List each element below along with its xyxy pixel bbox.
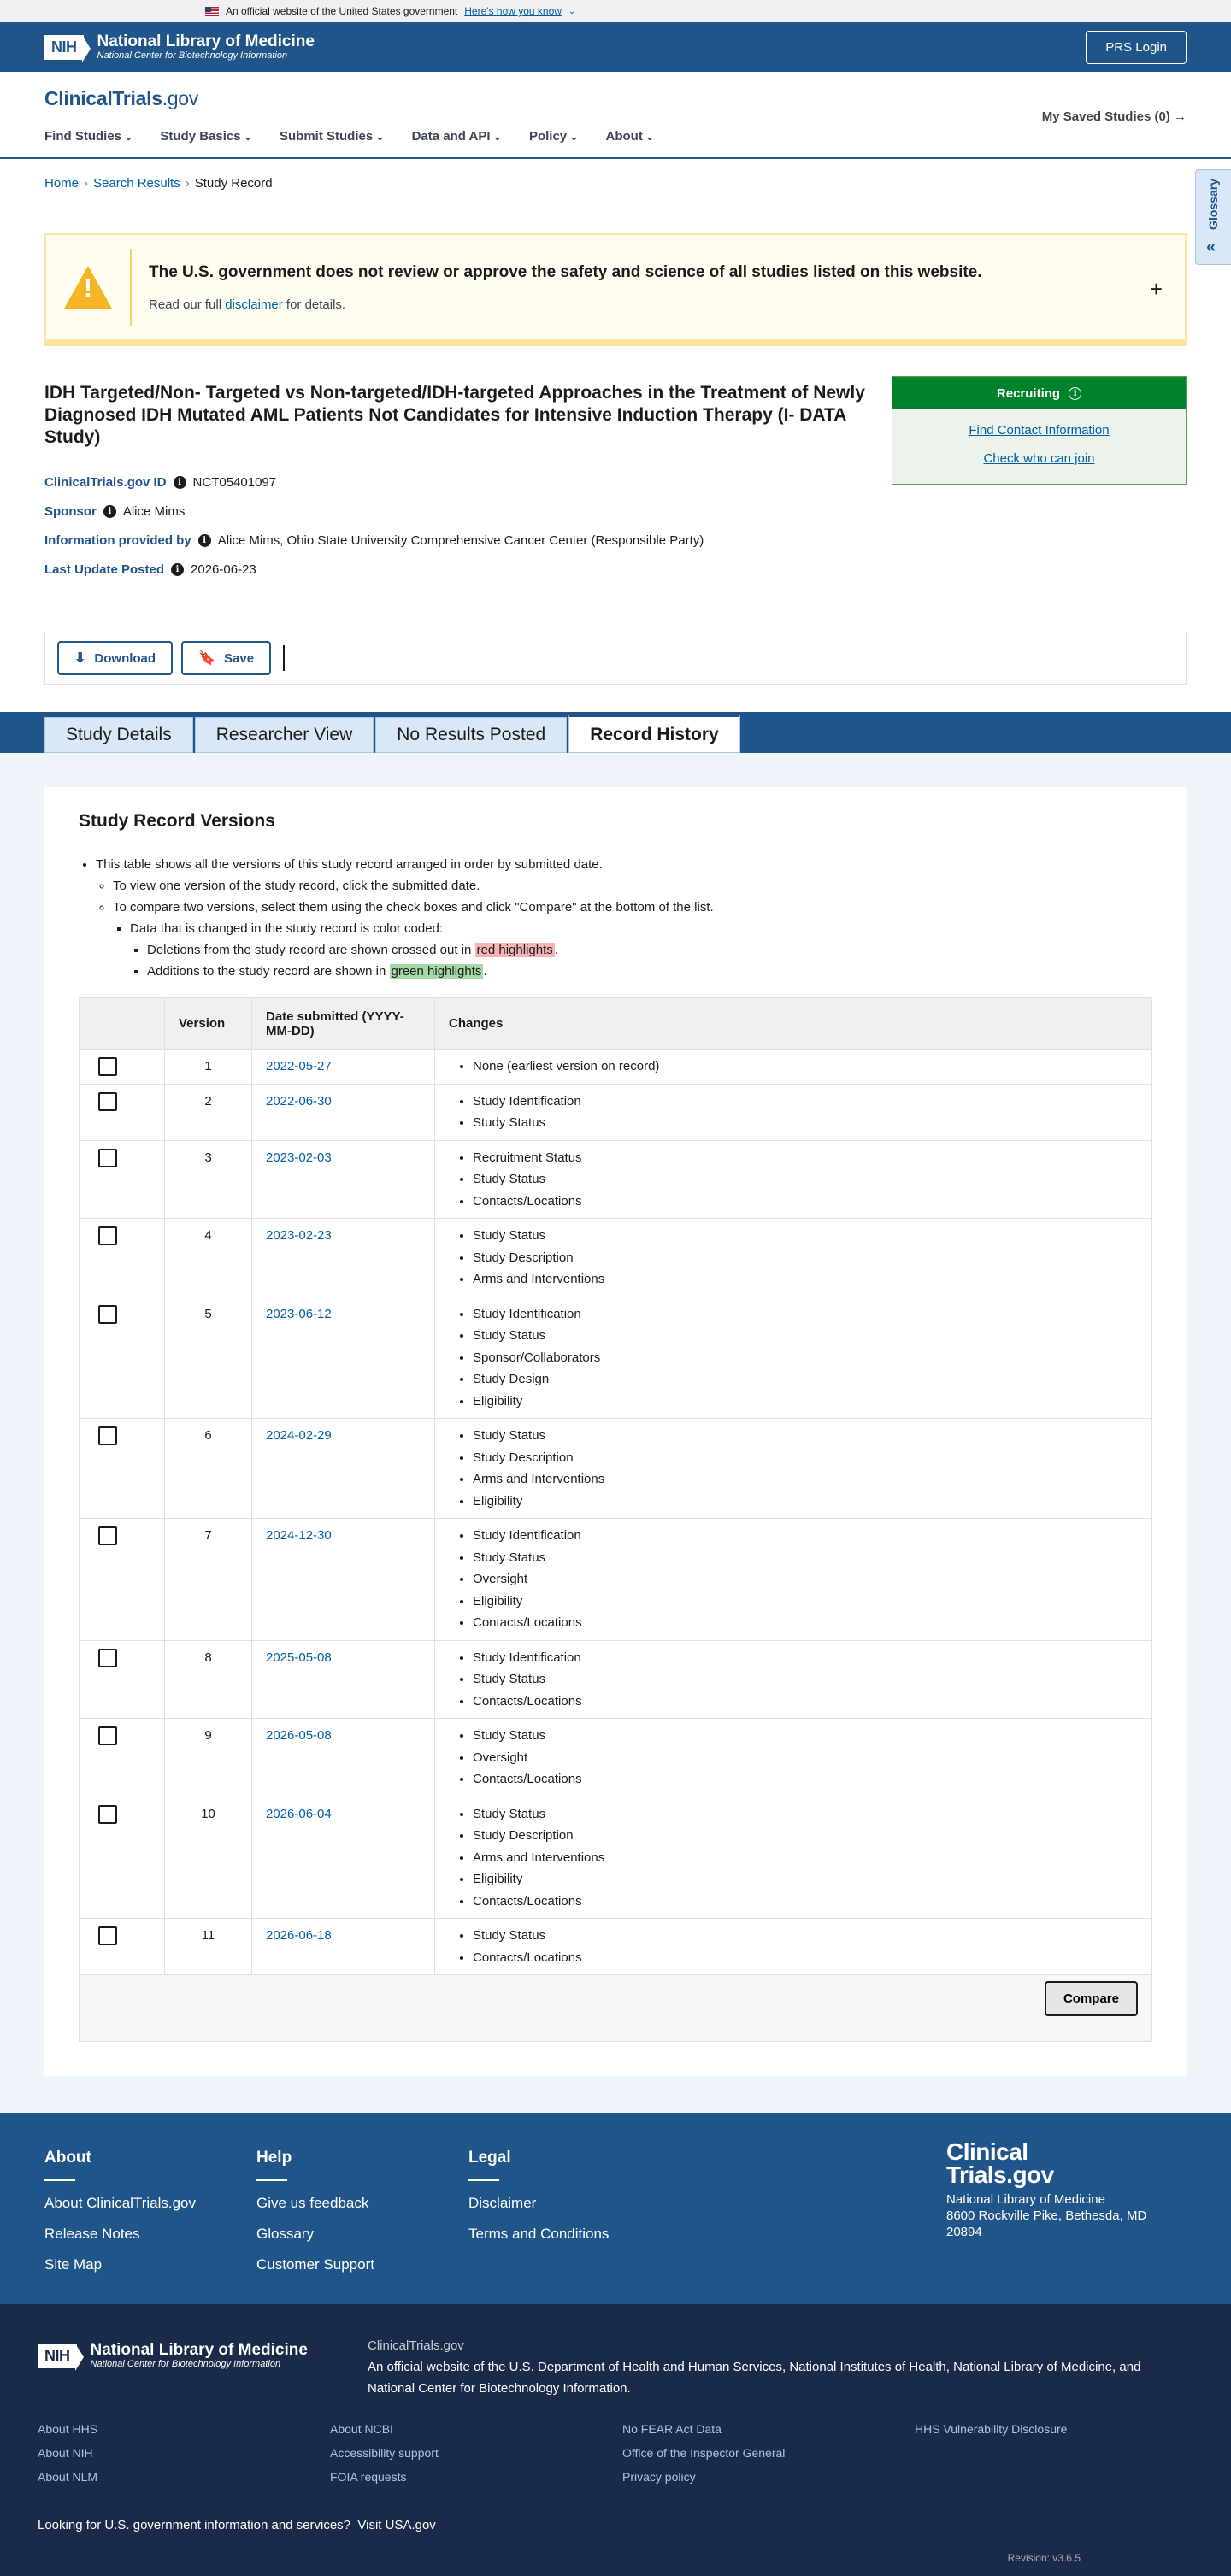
change-item: • Contacts/Locations [473,1768,1138,1791]
change-item: • Study Description [473,1447,1138,1469]
changes-cell [435,1050,1152,1085]
nlm-title: National Library of Medicine [97,32,315,50]
footer-gov-link[interactable]: About NLM [38,2470,98,2484]
table-row [80,1640,1152,1719]
nav-submit-studies[interactable]: Submit Studies ⌄ [280,129,385,144]
version-header: Version [165,998,252,1050]
logo-gov: .gov [162,87,198,109]
change-item: • Contacts/Locations [473,1947,1138,1969]
checkbox-cell [80,1519,165,1641]
compare-checkbox[interactable] [98,1305,117,1324]
compare-checkbox[interactable] [98,1057,117,1076]
sponsor-value: Alice Mims [122,503,186,519]
nct-id-value: NCT05401097 [192,474,277,490]
table-row [80,1719,1152,1797]
date-cell [252,1519,435,1641]
change-item: • Study Status [473,1112,1138,1134]
change-item: • Study Status [473,1803,1138,1826]
date-cell [252,1219,435,1297]
glossary-tab[interactable] [1195,169,1231,265]
checkbox-cell [80,1084,165,1140]
ncbi-link[interactable]: National Center for Biotechnology Information [368,2381,627,2396]
breadcrumb-current: Study Record [194,176,273,191]
nih-logo-mark: NIH [38,2344,77,2368]
my-saved-studies-link[interactable]: My Saved Studies (0) → [1042,109,1187,124]
compare-checkbox[interactable] [98,1526,117,1545]
change-item: • Recruitment Status [473,1147,1138,1169]
submitted-date-link[interactable]: 2022-05-27 [266,1059,332,1073]
footer-help-column [256,2149,374,2287]
change-item: • Arms and Interventions [473,1847,1138,1869]
table-row [80,1297,1152,1419]
info-icon[interactable]: i [171,563,184,576]
nih-header [0,22,1231,72]
disclaimer-body: Read our full disclaimer for details. [149,297,346,312]
checkbox-cell [80,1419,165,1519]
change-item: • Study Design [473,1368,1138,1391]
change-item: • Study Status [473,1325,1138,1347]
change-item: • Arms and Interventions [473,1468,1138,1491]
change-item: • None (earliest version on record) [473,1056,1138,1078]
compare-row [80,1975,1152,2042]
version-number: 2 [165,1084,252,1140]
date-cell [252,1719,435,1797]
additions-legend: ▪ Additions to the study record are shown in green highlights . [147,961,1152,982]
disclaimer-banner [44,233,1187,346]
ncbi-subtitle: National Center for Biotechnology Information [97,50,288,61]
info-provided-label: Information provided by [44,532,191,548]
date-cell [252,1140,435,1219]
submitted-date-link[interactable]: 2024-12-30 [266,1528,332,1543]
divider [283,645,285,671]
checkbox-cell [80,1140,165,1219]
info-icon[interactable]: i [103,505,116,518]
footer-about-column [44,2149,196,2287]
version-number: 9 [165,1719,252,1797]
submitted-date-link[interactable]: 2023-02-23 [266,1228,332,1243]
deletions-legend: ▪ Deletions from the study record are shown crossed out in red highlights . [147,939,1152,961]
footer-gov-link[interactable]: Privacy policy [622,2470,696,2484]
download-button[interactable] [57,641,173,675]
compare-checkbox[interactable] [98,1726,117,1745]
date-cell [252,1919,435,1975]
footer-gov-link[interactable]: About NCBI [330,2422,393,2436]
footer-help-heading: Help [256,2149,292,2167]
compare-checkbox[interactable] [98,1092,117,1111]
changes-cell [435,1919,1152,1975]
record-history-section [0,753,1231,2153]
date-header: Date submitted (YYYY-MM-DD) [252,998,435,1050]
download-icon: ⬇ [74,651,86,666]
table-row [80,1919,1152,1975]
versions-intro [79,854,1152,982]
footer-gov-link[interactable]: Office of the Inspector General [622,2446,786,2460]
save-button[interactable] [181,641,271,675]
info-icon[interactable]: i [198,534,211,547]
footer-link[interactable]: Terms and Conditions [468,2226,610,2242]
footer-bottom [0,2304,1231,2576]
action-bar [44,632,1187,685]
footer-ct-statement: ClinicalTrials.gov An official website of the U.S. Department of Health and Human Services, National Institutes of Health, National Library of Medicine, and National Center for Biotechnology Information. [368,2335,1171,2399]
green-highlight-sample: green highlights [391,964,482,979]
footer-gov-link[interactable]: Accessibility support [330,2446,439,2460]
change-item: • Study Status [473,1168,1138,1191]
submitted-date-link[interactable]: 2025-05-08 [266,1650,332,1665]
table-row [80,1797,1152,1919]
changes-cell [435,1140,1152,1219]
footer-gov-link[interactable]: HHS Vulnerability Disclosure [915,2422,1068,2436]
footer-top [0,2113,1231,2304]
change-item: • Study Status [473,1668,1138,1691]
footer-link[interactable]: Site Map [44,2256,103,2273]
status-label: Recruiting [996,385,1061,401]
checkbox-cell [80,1050,165,1085]
footer-legal-column [468,2149,609,2256]
submitted-date-link[interactable]: 2023-06-12 [266,1306,332,1321]
changes-cell [435,1219,1152,1297]
nav-study-basics[interactable]: Study Basics ⌄ [160,129,252,144]
version-number: 8 [165,1640,252,1719]
versions-heading: Study Record Versions [79,811,275,831]
change-item: • Eligibility [473,1591,1138,1613]
date-cell [252,1419,435,1519]
footer-link[interactable]: About ClinicalTrials.gov [44,2195,196,2211]
breadcrumb-search-results[interactable]: Search Results [93,176,180,191]
gov-banner [0,0,1231,22]
submitted-date-link[interactable]: 2024-02-29 [266,1428,332,1443]
change-item: • Oversight [473,1747,1138,1769]
ncbi-subtitle: National Center for Biotechnology Information [90,2359,281,2369]
change-item: • Eligibility [473,1391,1138,1413]
red-highlight-sample: red highlights [476,943,553,957]
changes-cell [435,1640,1152,1719]
info-icon[interactable]: i [1069,387,1081,400]
change-item: • Study Status [473,1725,1138,1747]
info-icon[interactable]: i [174,476,186,489]
sponsor-label: Sponsor [44,503,97,519]
footer-link[interactable]: Give us feedback [256,2195,369,2211]
checkbox-cell [80,1919,165,1975]
checkbox-cell [80,1797,165,1919]
footer-gov-link[interactable]: No FEAR Act Data [622,2422,722,2436]
footer-link[interactable]: Release Notes [44,2226,140,2242]
nct-id-label: ClinicalTrials.gov ID [44,474,167,490]
change-item: • Eligibility [473,1868,1138,1891]
compare-button[interactable]: Compare [1045,1981,1138,2016]
nav-find-studies[interactable]: Find Studies ⌄ [44,129,133,144]
date-cell [252,1084,435,1140]
bookmark-icon: 🔖 [198,651,215,666]
change-item: • Study Status [473,1925,1138,1947]
hhs-link[interactable]: U.S. Department of Health and Human Services [509,2360,782,2374]
clinicaltrials-logo[interactable] [44,87,1187,110]
footer-gov-link[interactable]: About HHS [38,2422,98,2436]
footer-gov-link[interactable]: FOIA requests [330,2470,407,2484]
footer-legal-heading: Legal [468,2149,511,2167]
compare-checkbox[interactable] [98,1926,117,1945]
footer-link[interactable]: Disclaimer [468,2195,537,2211]
checkbox-cell [80,1219,165,1297]
nav-data-and-api[interactable]: Data and API ⌄ [412,129,502,144]
gov-banner-text: An official website of the United States government [226,5,458,17]
tab-study-details[interactable]: Study Details [44,717,193,753]
changes-cell [435,1419,1152,1519]
compare-checkbox[interactable] [98,1426,117,1445]
how-you-know-link[interactable]: Here's how you know [464,5,562,17]
find-contact-link[interactable]: Find Contact Information [969,423,1110,438]
change-item: • Sponsor/Collaborators [473,1347,1138,1369]
change-item: • Study Status [473,1225,1138,1247]
nav-about[interactable]: About ⌄ [606,129,655,144]
change-item: • Contacts/Locations [473,1612,1138,1634]
compare-checkbox[interactable] [98,1149,117,1167]
compare-checkbox[interactable] [98,1805,117,1824]
version-number: 11 [165,1919,252,1975]
prs-login-button[interactable]: PRS Login [1086,31,1187,64]
us-flag-icon [205,7,219,16]
recruitment-status-box [892,376,1187,485]
table-row [80,1084,1152,1140]
version-number: 5 [165,1297,252,1419]
footer-link[interactable]: Customer Support [256,2256,374,2273]
chevron-right-icon: › [84,176,89,191]
change-item: • Contacts/Locations [473,1191,1138,1213]
table-row [80,1050,1152,1085]
changes-header: Changes [435,998,1152,1050]
version-number: 3 [165,1140,252,1219]
checkbox-header [80,998,165,1050]
intro-item: • This table shows all the versions of this study record arranged in order by submitted date. [96,854,1152,875]
tab-record-history[interactable]: Record History [568,714,740,753]
footer-ct-label: ClinicalTrials.gov [368,2338,464,2353]
intro-item: ◦ To compare two versions, select them using the check boxes and click "Compare" at the bottom of the list. [113,897,1152,918]
change-item: • Study Identification [473,1647,1138,1669]
checkbox-cell [80,1640,165,1719]
version-number: 4 [165,1219,252,1297]
footer-brand [946,2140,1146,2240]
double-chevron-left-icon: « [1206,238,1216,256]
nih-link[interactable]: National Institutes of Health [789,2360,946,2374]
main-nav [44,129,1187,144]
last-update-label: Last Update Posted [44,562,165,577]
info-provided-value: Alice Mims, Ohio State University Comprehensive Cancer Center (Responsible Party) [217,532,704,548]
change-item: • Study Identification [473,1303,1138,1326]
table-row [80,1219,1152,1297]
change-item: • Study Description [473,1247,1138,1269]
change-item: • Study Description [473,1825,1138,1847]
compare-checkbox[interactable] [98,1226,117,1245]
version-number: 10 [165,1797,252,1919]
glossary-label: Glossary [1206,179,1220,230]
table-row [80,1140,1152,1219]
check-who-can-join-link[interactable]: Check who can join [983,451,1095,466]
changes-cell [435,1519,1152,1641]
footer-nlm-logo[interactable] [38,2342,308,2369]
revision-label: Revision: v3.6.5 [1007,2552,1081,2564]
footer-gov-link[interactable]: About NIH [38,2446,93,2460]
disclaimer-link[interactable]: disclaimer [225,297,283,312]
date-cell [252,1640,435,1719]
disclaimer-title: The U.S. government does not review or approve the safety and science of all studies listed on this website. [149,262,982,281]
nlm-title: National Library of Medicine [90,2341,308,2359]
date-cell [252,1050,435,1085]
date-cell [252,1797,435,1919]
submitted-date-link[interactable]: 2026-06-18 [266,1928,332,1943]
footer-address: National Library of Medicine 8600 Rockville Pike, Bethesda, MD 20894 [946,2192,1147,2239]
footer-clinicaltrials-logo[interactable]: Clinical Trials.gov [946,2138,1054,2188]
chevron-right-icon: › [185,176,190,191]
usa-gov-line: Looking for U.S. government information and services? Visit USA.gov [38,2518,436,2532]
change-item: • Study Identification [473,1091,1138,1113]
nlm-logo[interactable] [44,33,315,61]
nlm-link[interactable]: National Library of Medicine [953,2360,1113,2374]
change-item: • Oversight [473,1568,1138,1591]
version-number: 6 [165,1419,252,1519]
warning-icon [46,249,132,326]
visit-usa-gov-link[interactable]: Visit USA.gov [357,2518,436,2532]
table-row [80,1419,1152,1519]
nav-policy[interactable]: Policy ⌄ [529,129,579,144]
submitted-date-link[interactable]: 2023-02-03 [266,1150,332,1165]
changes-cell [435,1797,1152,1919]
study-meta [44,468,1187,584]
status-badge [892,377,1186,409]
logo-main: ClinicalTrials [44,87,162,109]
tab-no-results-posted[interactable]: No Results Posted [375,717,567,753]
breadcrumb [0,159,1231,208]
expand-plus-icon[interactable]: + [1149,276,1163,302]
checkbox-cell [80,1297,165,1419]
version-number: 1 [165,1050,252,1085]
submitted-date-link[interactable]: 2022-06-30 [266,1093,332,1109]
tab-researcher-view[interactable]: Researcher View [195,717,374,753]
date-cell [252,1297,435,1419]
footer-about-heading: About [44,2149,91,2167]
change-item: • Study Status [473,1547,1138,1569]
save-label: Save [224,650,255,666]
nih-logo-mark: NIH [44,35,84,60]
intro-item: ▪ Data that is changed in the study record is color coded: [130,918,1152,939]
change-item: • Study Status [473,1425,1138,1447]
intro-item: ◦ To view one version of the study record, click the submitted date. [113,875,1152,897]
chevron-down-icon: ⌄ [568,6,576,16]
changes-cell [435,1719,1152,1797]
compare-checkbox[interactable] [98,1649,117,1667]
change-item: • Contacts/Locations [473,1891,1138,1913]
versions-table [79,997,1152,2042]
study-title: IDH Targeted/Non- Targeted vs Non-targeted/IDH-targeted Approaches in the Treatment of Newly Diagnosed IDH Mutated AML Patients Not Candidates for Intensive Induction Therapy (I- DATA Study) [44,383,865,447]
changes-cell [435,1297,1152,1419]
footer-link[interactable]: Glossary [256,2226,315,2242]
change-item: • Contacts/Locations [473,1691,1138,1713]
table-row [80,1519,1152,1641]
version-number: 7 [165,1519,252,1641]
submitted-date-link[interactable]: 2026-06-04 [266,1806,332,1821]
breadcrumb-home[interactable]: Home [44,176,80,191]
last-update-value: 2026-06-23 [191,562,256,577]
study-record-versions-card [44,787,1187,2076]
change-item: • Arms and Interventions [473,1268,1138,1291]
changes-cell [435,1084,1152,1140]
submitted-date-link[interactable]: 2026-05-08 [266,1728,332,1743]
checkbox-cell [80,1719,165,1797]
change-item: • Eligibility [473,1491,1138,1513]
download-label: Download [94,650,156,666]
change-item: • Study Identification [473,1525,1138,1547]
study-tabs [0,712,1231,753]
